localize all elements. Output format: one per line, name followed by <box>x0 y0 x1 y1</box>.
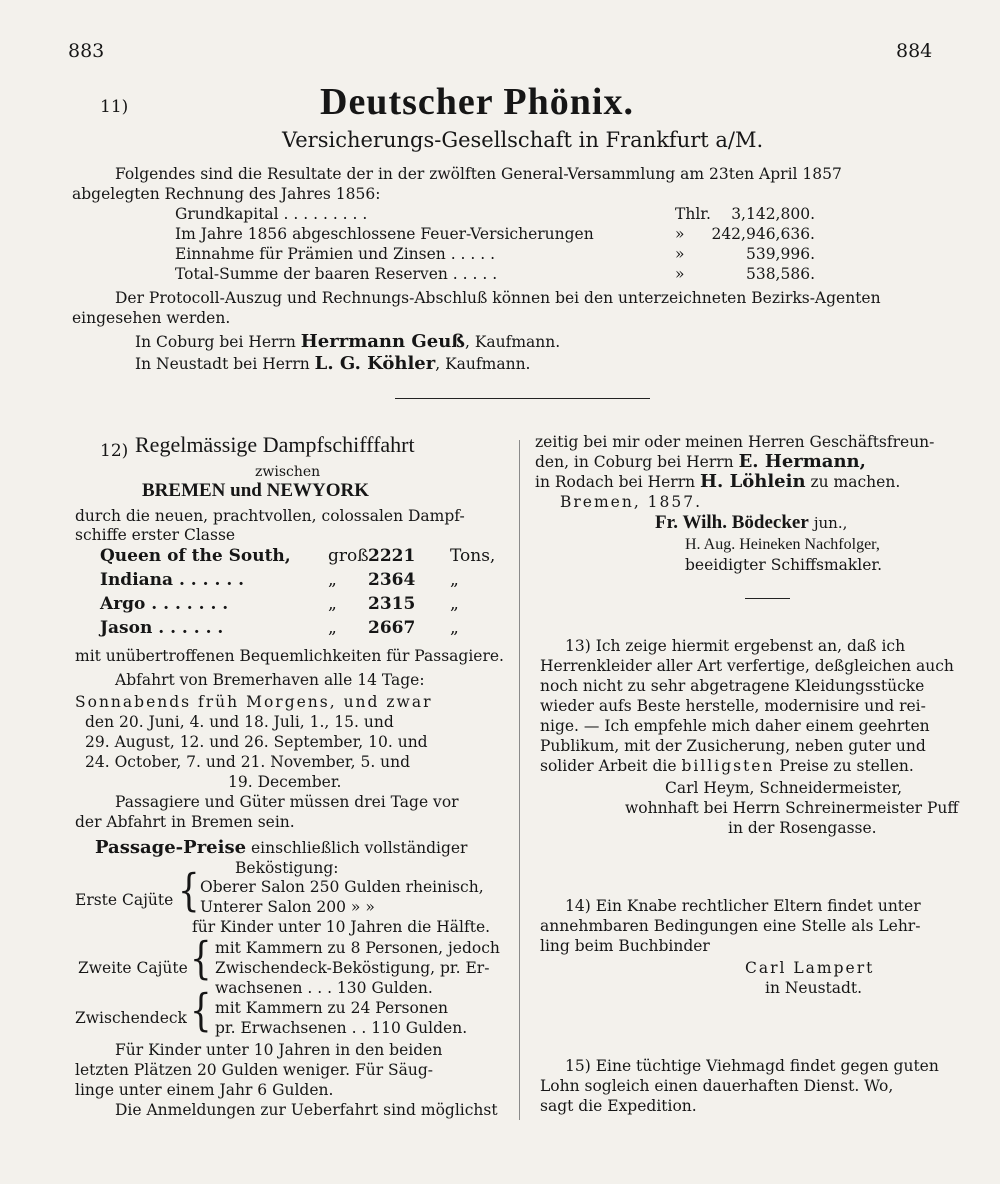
figure-currency: » <box>675 265 685 283</box>
ad12-desc-line1: durch die neuen, prachtvollen, colossalen Dampf- <box>75 507 465 525</box>
ad13-signature-line3: in der Rosengasse. <box>728 819 877 837</box>
prices-title: Passage-Preise <box>95 837 247 858</box>
ad12-signer-line2: H. Aug. Heineken Nachfolger, <box>685 536 880 553</box>
ship-tons: 2364 <box>368 570 416 590</box>
signer-name: Fr. Wilh. Bödecker <box>655 512 809 533</box>
ad11-subtitle: Versicherungs-Gesellschaft in Frankfurt a/M. <box>282 128 764 152</box>
figure-label: Grundkapital . . . . . . . . . <box>175 205 368 223</box>
agent-prefix: In Coburg bei Herrn <box>135 333 296 351</box>
ad12-between: zwischen <box>255 464 321 480</box>
first-class-line3: für Kinder unter 10 Jahren die Hälfte. <box>192 918 491 936</box>
ad13-signature-line1: Carl Heym, Schneidermeister, <box>665 779 903 797</box>
figure-label: Im Jahre 1856 abgeschlossene Feuer-Versicherungen <box>175 225 594 243</box>
ad12-departure-line2: den 20. Juni, 4. und 18. Juli, 1., 15. und <box>85 713 394 731</box>
ad11-intro-line1: Folgendes sind die Resultate der in der zwölften General-Versammlung am 23ten April 1857 <box>115 165 842 183</box>
ad12-register: Die Anmeldungen zur Ueberfahrt sind möglichst <box>115 1101 498 1119</box>
ad15-line3: sagt die Expedition. <box>540 1097 697 1115</box>
ad12-title: Regelmässige Dampfschifffahrt <box>135 432 415 457</box>
ship-tons: 2315 <box>368 594 416 614</box>
figure-value: 3,142,800. <box>731 205 815 223</box>
ad13-line7 <box>540 756 914 776</box>
first-class-line1: Oberer Salon 250 Gulden rheinisch, <box>200 878 484 896</box>
ship-unit: Tons, <box>450 546 496 566</box>
ad13-line7-emphasis: billigsten <box>681 757 775 775</box>
ad11-agent-coburg <box>135 332 560 352</box>
ad14-line2: annehmbaren Bedingungen eine Stelle als Lehr- <box>540 917 921 935</box>
agent-suffix: , Kaufmann. <box>464 333 561 351</box>
ship-name: Queen of the South, <box>100 546 291 566</box>
figure-label: Einnahme für Prämien und Zinsen . . . . . <box>175 245 496 263</box>
ad12-comfort: mit unübertroffenen Bequemlichkeiten für Passagiere. <box>75 647 504 665</box>
ad14-line1: 14) Ein Knabe rechtlicher Eltern findet unter <box>565 897 921 915</box>
ship-row <box>100 594 470 618</box>
ad14-signature-line2: in Neustadt. <box>765 979 863 997</box>
ship-row <box>100 570 470 594</box>
section-divider <box>395 398 650 399</box>
figure-value: 539,996. <box>745 245 815 263</box>
second-class-line1: mit Kammern zu 8 Personen, jedoch <box>215 939 500 957</box>
figure-value: 538,586. <box>745 265 815 283</box>
ad13-line4: wieder aufs Beste herstelle, modernisire und rei- <box>540 697 926 715</box>
agent-name: Herrmann Geuß <box>300 331 465 352</box>
first-class-line2: Unterer Salon 200 » » <box>200 898 375 916</box>
ship-tons: 2667 <box>368 618 416 638</box>
brace-icon: { <box>178 865 200 917</box>
ad13-line3: noch nicht zu sehr abgetragene Kleidungsstücke <box>540 677 925 695</box>
figure-value: 242,946,636. <box>711 225 815 243</box>
agent-suffix: , Kaufmann. <box>435 355 531 373</box>
agent-prefix: In Neustadt bei Herrn <box>135 355 310 373</box>
signer-suffix: jun., <box>813 514 848 532</box>
ad14-signature-line1: Carl Lampert <box>745 959 875 977</box>
ad12-departure-head: Abfahrt von Bremerhaven alle 14 Tage: <box>115 671 425 689</box>
ad13-line5: nige. — Ich empfehle mich daher einem geehrten <box>540 717 930 735</box>
ad13-line2: Herrenkleider aller Art verfertige, deßgleichen auch <box>540 657 954 675</box>
figure-currency: » <box>675 225 685 243</box>
first-class-label: Erste Cajüte <box>75 891 174 909</box>
ad12-number: 12) <box>100 441 129 461</box>
ad11-figure-row <box>175 205 815 225</box>
ad12-cont-line2 <box>535 452 866 472</box>
ship-row <box>100 546 496 570</box>
ad12-prices-line2: Beköstigung: <box>235 859 339 877</box>
steerage-label: Zwischendeck <box>75 1009 187 1027</box>
steerage-line1: mit Kammern zu 24 Personen <box>215 999 448 1017</box>
ad11-agent-neustadt <box>135 354 530 374</box>
ship-ditto: „ <box>328 618 337 638</box>
ad12-signer <box>655 512 847 534</box>
ad14-line3: ling beim Buchbinder <box>540 937 710 955</box>
ship-row <box>100 618 470 642</box>
figure-currency: » <box>675 245 685 263</box>
ship-name: Jason . . . . . . <box>100 618 224 638</box>
ad12-route: BREMEN und NEWYORK <box>142 480 369 501</box>
ad11-figure-row <box>175 225 815 245</box>
ad11-figure-row <box>175 265 815 285</box>
ad12-arrive-line2: der Abfahrt in Bremen sein. <box>75 813 295 831</box>
ad11-intro-line2: abgelegten Rechnung des Jahres 1856: <box>72 185 381 203</box>
ad13-line7-suffix: Preise zu stellen. <box>779 757 914 775</box>
cont-suffix: zu machen. <box>810 473 901 491</box>
ad13-line1: 13) Ich zeige hiermit ergebenst an, daß ich <box>565 637 906 655</box>
ad12-signer-line3: beeidigter Schiffsmakler. <box>685 556 883 574</box>
ad12-children-line3: linge unter einem Jahr 6 Gulden. <box>75 1081 334 1099</box>
ad12-prices-head <box>95 838 467 858</box>
ad13-signature-line2: wohnhaft bei Herrn Schreinermeister Puff <box>625 799 959 817</box>
ship-unit: „ <box>450 594 459 614</box>
page-number-right: 884 <box>896 40 933 62</box>
figure-currency: Thlr. <box>675 205 711 223</box>
cont-prefix: in Rodach bei Herrn <box>535 473 696 491</box>
ad12-children-line1: Für Kinder unter 10 Jahren in den beiden <box>115 1041 443 1059</box>
ad12-departure-line3: 29. August, 12. und 26. September, 10. und <box>85 733 428 751</box>
ad15-line1: 15) Eine tüchtige Viehmagd findet gegen guten <box>565 1057 939 1075</box>
ad12-desc-line2: schiffe erster Classe <box>75 526 236 544</box>
ad11-protocol-line1: Der Protocoll-Auszug und Rechnungs-Abschluß können bei den unterzeichneten Bezirks-Agenten <box>115 289 881 307</box>
ship-ditto: „ <box>328 594 337 614</box>
ad12-arrive-line1: Passagiere und Güter müssen drei Tage vor <box>115 793 459 811</box>
ad15-line2: Lohn sogleich einen dauerhaften Dienst. Wo, <box>540 1077 894 1095</box>
ship-ditto: groß <box>328 546 369 566</box>
second-class-line2: Zwischendeck-Beköstigung, pr. Er- <box>215 959 490 977</box>
cont-name: H. Löhlein <box>700 471 806 492</box>
prices-rest: einschließlich vollständiger <box>251 839 468 857</box>
ad11-protocol-line2: eingesehen werden. <box>72 309 231 327</box>
ship-name: Argo . . . . . . . <box>100 594 229 614</box>
ad12-children-line2: letzten Plätzen 20 Gulden weniger. Für Säug- <box>75 1061 434 1079</box>
ad11-figure-row <box>175 245 815 265</box>
ship-ditto: „ <box>328 570 337 590</box>
page-number-left: 883 <box>68 40 105 62</box>
ad12-departure-line5: 19. December. <box>228 773 342 791</box>
figure-label: Total-Summe der baaren Reserven . . . . . <box>175 265 498 283</box>
ad12-cont-line1: zeitig bei mir oder meinen Herren Geschäftsfreun- <box>535 433 935 451</box>
cont-name: E. Hermann, <box>738 451 866 472</box>
ship-tons: 2221 <box>368 546 416 566</box>
ad12-departure-line4: 24. October, 7. und 21. November, 5. und <box>85 753 411 771</box>
second-class-label: Zweite Cajüte <box>78 959 188 977</box>
ship-name: Indiana . . . . . . <box>100 570 245 590</box>
ad12-place-date: Bremen, 1857. <box>560 493 703 511</box>
cont-prefix: den, in Coburg bei Herrn <box>535 453 734 471</box>
ad13-line7-prefix: solider Arbeit die <box>540 757 677 775</box>
ad11-title: Deutscher Phönix. <box>320 81 634 123</box>
brace-icon: { <box>190 985 212 1037</box>
ad13-line6: Publikum, mit der Zusicherung, neben guter und <box>540 737 926 755</box>
agent-name: L. G. Köhler <box>314 353 436 374</box>
brace-icon: { <box>190 933 212 985</box>
ad12-departure-line1: Sonnabends früh Morgens, und zwar <box>75 693 433 711</box>
steerage-line2: pr. Erwachsenen . . 110 Gulden. <box>215 1019 468 1037</box>
ad11-number: 11) <box>100 97 129 117</box>
small-divider <box>745 598 790 599</box>
ad12-cont-line3 <box>535 472 900 492</box>
column-divider <box>519 440 520 1120</box>
ship-unit: „ <box>450 618 459 638</box>
ship-unit: „ <box>450 570 459 590</box>
second-class-line3: wachsenen . . . 130 Gulden. <box>215 979 433 997</box>
